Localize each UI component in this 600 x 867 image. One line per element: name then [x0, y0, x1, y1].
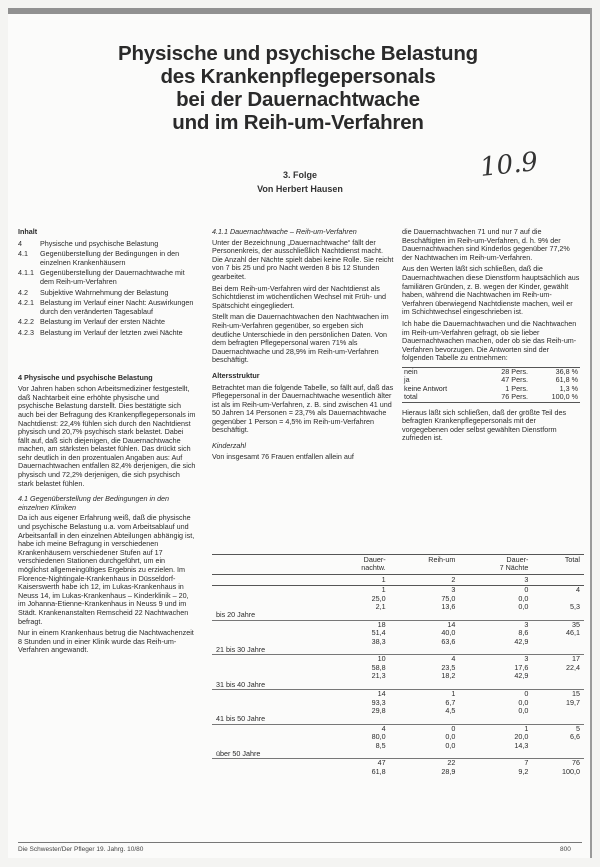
toc-item: [18, 318, 196, 327]
toc-text: Gegenüberstellung der Dauernachtwache mit dem Reih-um-Verfahren: [40, 268, 185, 286]
row-label: [212, 629, 325, 637]
table-cell: 58,8: [371, 662, 386, 672]
table-cell: [532, 672, 584, 680]
column-number: 1: [325, 574, 389, 585]
table-cell: 42,9: [514, 671, 529, 681]
section-4-heading: 4 Physische und psychische Belastung: [18, 372, 153, 382]
row-label: 41 bis 50 Jahre: [216, 714, 266, 724]
table-cell: 0: [459, 690, 532, 699]
table-cell: 75,0: [441, 593, 456, 603]
column-header: [212, 555, 325, 575]
table-row: [212, 586, 584, 595]
table-cell: 5: [532, 724, 584, 733]
table-cell: 1: [459, 724, 532, 733]
title-line: Physische und psychische Belastung: [117, 42, 479, 65]
series-label: 3. Folge: [282, 170, 317, 180]
table-cell: 0,0: [445, 740, 456, 750]
toc-number: 4.2: [18, 287, 28, 297]
table-cell: 93,3: [371, 697, 386, 707]
table-cell: [459, 611, 532, 620]
toc-text: Belastung im Verlauf der letzten zwei Nächte: [40, 327, 183, 337]
table-cell: 14: [390, 620, 460, 629]
paragraph: Bei dem Reih-um-Verfahren wird der Nachtdienst als Schichtdienst im wöchentlichen Wechsel mit Früh- und Spätschicht eingegliedert.: [212, 283, 387, 310]
table-row: [402, 367, 580, 376]
table-cell: 18: [325, 620, 389, 629]
toc-number: 4: [18, 238, 22, 248]
toc-item: [18, 299, 196, 316]
paragraph: Hieraus läßt sich schließen, daß der größte Teil des befragten Krankenpflegepersonals mit der vorgegebenen oder selbst gewählten Dienstform zufrieden ist.: [402, 407, 567, 443]
section-4-1-heading: 4.1 Gegenüberstellung der Bedingungen in den einzelnen Kliniken: [18, 494, 170, 512]
altersstruktur-heading: Altersstruktur: [212, 370, 260, 380]
toc-number: 4.1: [18, 249, 28, 259]
row-label: [212, 759, 325, 768]
table-cell: [390, 611, 460, 620]
table-cell: keine Antwort: [404, 383, 448, 393]
table-cell: 28 Pers.: [501, 366, 529, 376]
table-cell: 46,1: [566, 628, 580, 638]
column-header: Dauer- nachtw.: [325, 555, 389, 575]
table-cell: 0,0: [518, 602, 529, 612]
title-line: des Krankenpflegepersonals: [160, 65, 436, 88]
column-3: [402, 228, 582, 446]
row-label: [212, 655, 325, 664]
table-cell: 8,5: [375, 740, 386, 750]
table-cell: [390, 715, 460, 724]
table-cell: 5,3: [570, 602, 580, 612]
row-label: [212, 690, 325, 699]
table-row: [212, 768, 584, 776]
toc-number: 4.2.1: [18, 298, 34, 308]
column-header: Dauer- 7 Nächte: [459, 555, 532, 575]
table-cell: [390, 681, 460, 690]
row-label: 21 bis 30 Jahre: [216, 645, 266, 655]
table-cell: 0,0: [518, 697, 529, 707]
table-cell: 4,5: [445, 705, 456, 715]
row-label: über 50 Jahre: [216, 748, 261, 758]
table-cell: 10: [325, 655, 389, 664]
table-cell: [459, 681, 532, 690]
row-label: [212, 664, 325, 672]
table-cell: 80,0: [371, 732, 386, 742]
row-label: [212, 733, 325, 741]
row-label: [212, 724, 325, 733]
age-distribution-table: [212, 554, 584, 776]
table-cell: [390, 646, 460, 655]
paragraph: die Dauernachtwachen 71 und nur 7 auf die Beschäftigten im Reih-um-Verfahren, d. h. 9% der Dauernachtwachen sind Kinderlos gegenüber 77,2% der Nachtwachen im Reih-um-Verfahren.: [402, 227, 570, 262]
table-cell: 6,7: [445, 697, 456, 707]
row-label: [212, 768, 325, 776]
table-cell: 7: [459, 759, 532, 768]
table-header-row: [212, 555, 584, 575]
table-cell: 100,0: [562, 766, 580, 776]
toc-text: Gegenüberstellung der Bedingungen in den einzelnen Krankenhäusern: [40, 249, 180, 267]
handwritten-note: 10.9: [478, 147, 540, 183]
column-number: 2: [390, 574, 460, 585]
footer-rule: [18, 842, 582, 843]
row-label: [212, 586, 325, 595]
table-cell: 14: [325, 690, 389, 699]
table-cell: 61,8 %: [555, 375, 578, 385]
table-cell: 22: [390, 759, 460, 768]
table-cell: [459, 715, 532, 724]
table-cell: [532, 638, 584, 646]
toc-item: [18, 289, 196, 298]
table-cell: 17: [532, 655, 584, 664]
column-header: Total: [532, 555, 584, 575]
table-cell: 40,0: [441, 628, 456, 638]
toc-item: [18, 269, 196, 286]
toc-text: Physische und psychische Belastung: [40, 238, 159, 248]
toc-list: [18, 240, 196, 338]
paragraph: Unter der Bezeichnung „Dauernachtwache“ fällt der Personenkreis, der ausschließlich Nachtdienst macht. Die Anzahl der Nächte spielt dabei keine Rolle. Sie reicht von 7 bis 25 und pro Nacht werden 8 bis 12 Stunden gearbeitet.: [212, 237, 394, 281]
toc-number: 4.2.2: [18, 317, 34, 327]
paragraph: Betrachtet man die folgende Tabelle, so fällt auf, daß das Pflegepersonal in der Dauernachtwache wesentlich älter ist als im Reih-um-Verfahren, z. B. sind zwischen 41 und 50 Jahren 14 Personen = 23,7% als Dauernachtwache gegenüber 1 Person = 4,5% im Reih-um-Verfahren beschäftigt.: [212, 382, 394, 435]
section-4-text: Vor Jahren haben schon Arbeitsmediziner festgestellt, daß Nachtarbeit eine erhöhte physische und psychische Belastung darstellt. Dies bestätigte sich auch bei der Befragung des Krankenpflegepersonals im Nachtdienst: 22,4% fühlen sich durch den Nachtdienst physisch und 20,7% psychisch stark belastet. Dabei fällt auf, daß sich diejenigen, die Dauernachtwache machen, am stärksten belastet fühlen. Das drückt sich sehr deutlich in den prozentualen Angaben aus: Auf Dauernachtwachen entfallen 82,4% derjenigen, die sich physisch und 72,2% derjenigen, die sich psychisch stark belastet fühlen.: [18, 384, 196, 488]
table-cell: 61,8: [371, 766, 386, 776]
table-cell: 0: [390, 724, 460, 733]
table-row: [212, 681, 584, 690]
table-cell: 0,0: [518, 593, 529, 603]
paragraph: Aus den Werten läßt sich schließen, daß die Dauernachtwachen diese Dienstform hauptsächlich aus familiären Gründen, z. B. wegen der Kinder, gewählt haben, während die Nachtwachen im Reih-um-Verfahren überwiegend Nachtdienste machen, weil er im Schichtwechsel eingeschrieben ist.: [402, 264, 580, 317]
table-cell: 8,6: [518, 628, 529, 638]
table-cell: 29,8: [371, 705, 386, 715]
table-cell: 2,1: [375, 602, 386, 612]
table-cell: 0,0: [445, 732, 456, 742]
title-line: und im Reih-um-Verfahren: [172, 111, 424, 134]
table-row: [402, 393, 580, 402]
table-cell: [532, 611, 584, 620]
table-row: [212, 750, 584, 759]
table-row: [212, 629, 584, 637]
table-cell: 38,3: [371, 636, 386, 646]
table-cell: 22,4: [566, 662, 580, 672]
table-cell: 36,8 %: [555, 366, 578, 376]
table-row: [212, 595, 584, 603]
table-row: [212, 638, 584, 646]
row-label: [212, 595, 325, 603]
footer-journal: Die Schwester/Der Pfleger 19. Jahrg. 10/80: [18, 846, 144, 853]
row-label: 31 bis 40 Jahre: [216, 679, 266, 689]
section-4-1-text-2: Nur in einem Krankenhaus betrug die Nachtwachenzeit 8 Stunden und in einer Klinik wurde das Reih-um-Verfahren angewandt.: [18, 628, 194, 655]
table-cell: 28,9: [441, 766, 456, 776]
table-cell: 4: [325, 724, 389, 733]
table-cell: 14,3: [514, 740, 529, 750]
row-label: [212, 699, 325, 707]
table-cell: 1: [381, 585, 386, 595]
table-cell: 3: [451, 585, 456, 595]
table-cell: total: [404, 392, 418, 402]
table-cell: 21,3: [371, 671, 386, 681]
toc-item: [18, 240, 196, 249]
table-cell: [532, 715, 584, 724]
kinderzahl-heading: Kinderzahl: [212, 441, 246, 451]
table-row: [212, 707, 584, 715]
table-cell: 13,6: [441, 602, 456, 612]
table-cell: 25,0: [371, 593, 386, 603]
row-label: [212, 620, 325, 629]
article-title: [68, 42, 528, 162]
section-4-1-1-heading: 4.1.1 Dauernachtwache – Reih-um-Verfahren: [212, 227, 357, 236]
table-cell: [325, 611, 389, 620]
table-row: [212, 715, 584, 724]
table-cell: 23,5: [441, 662, 456, 672]
table-cell: [459, 750, 532, 759]
table-row: [212, 620, 584, 629]
table-row: [212, 724, 584, 733]
table-cell: [459, 646, 532, 655]
table-row: [212, 759, 584, 768]
column-1: [18, 228, 196, 658]
column-number: [532, 574, 584, 585]
table-row: [212, 690, 584, 699]
toc-text: Subjektive Wahrnehmung der Belastung: [40, 287, 169, 297]
table-cell: [325, 715, 389, 724]
toc-number: 4.2.3: [18, 327, 34, 337]
table-cell: 9,2: [518, 766, 529, 776]
author-byline: Von Herbert Hausen: [257, 184, 343, 194]
table-row: [212, 603, 584, 611]
toc-item: [18, 250, 196, 267]
page-number: 800: [560, 846, 571, 853]
table-row: [212, 611, 584, 620]
table-cell: 47: [325, 759, 389, 768]
table-cell: [532, 742, 584, 750]
table-cell: 17,6: [514, 662, 529, 672]
table-cell: ja: [404, 375, 410, 385]
table-cell: 18,2: [441, 671, 456, 681]
table-cell: [532, 707, 584, 715]
table-cell: 51,4: [371, 628, 386, 638]
toc-text: Belastung im Verlauf der ersten Nächte: [40, 317, 166, 327]
preference-table: [402, 367, 580, 403]
toc-number: 4.1.1: [18, 268, 34, 278]
table-cell: 1,3 %: [559, 383, 578, 393]
paragraph: Ich habe die Dauernachtwachen und die Nachtwachen im Reih-um-Verfahren gefragt, ob sie lieber Dauernachtwachen machen, oder ob sie das Reih-um-Verfahren bevorzugen. Die Antworten sind der folgenden Tabelle zu entnehmen:: [402, 318, 577, 363]
table-cell: 1 Pers.: [505, 383, 529, 393]
table-cell: nein: [404, 366, 418, 376]
column-number: 3: [459, 574, 532, 585]
table-cell: 3: [459, 620, 532, 629]
table-cell: 19,7: [566, 697, 580, 707]
table-cell: 3: [459, 655, 532, 664]
table-cell: 0,0: [518, 705, 529, 715]
table-cell: 15: [532, 690, 584, 699]
table-row: [212, 672, 584, 680]
title-line: bei der Dauernachtwache: [176, 88, 420, 111]
table-cell: 20,0: [514, 732, 529, 742]
toc-text: Belastung im Verlauf einer Nacht: Auswirkungen durch den veränderten Tagesablauf: [40, 298, 194, 316]
top-edge-shadow: [8, 8, 590, 14]
column-2: [212, 228, 394, 464]
table-row: [212, 655, 584, 664]
table-cell: 100,0 %: [551, 392, 578, 402]
table-cell: 76: [532, 759, 584, 768]
column-header: Reih-um: [390, 555, 460, 575]
paragraph: Von insgesamt 76 Frauen entfallen allein auf: [212, 451, 354, 461]
table-row: [212, 742, 584, 750]
section-4-1-text: Da ich aus eigener Erfahrung weiß, daß die physische und psychische Belastung u.a. vom Arbeitsablauf und Arbeitsanfall in den einzelnen Abteilungen abhängig ist, habe ich meine Befragung in verschiedenen Krankenhäusern verschiedener Stufen auf 17 verschiedenen Stationen durchgeführt, um ein möglichst allgemeingültiges Ergebnis zu erzielen. Im Florence-Nightingale-Krankenhaus in Düsseldorf-Kaiserswerth habe ich 12, im Lukas-Krankenhaus in Neuss 14, im Lukas-Krankenhaus – Kinderklinik – 20, im Johanna-Etienne-Krankenhaus in Neuss 9 und im Städt. Krankenanstalten Remscheid 22 Nachtwachen befragt.: [18, 513, 195, 626]
table-row: [212, 664, 584, 672]
column-number: [212, 574, 325, 585]
row-label: bis 20 Jahre: [216, 610, 256, 620]
table-cell: 6,6: [570, 732, 580, 742]
table-row: [212, 733, 584, 741]
table-cell: 1: [390, 690, 460, 699]
table-cell: 47 Pers.: [501, 375, 529, 385]
table-cell: 4: [576, 585, 580, 595]
table-subheader-row: [212, 574, 584, 585]
paragraph: Stellt man die Dauernachtwachen den Nachtwachen im Reih-um-Verfahren gegenüber, so ergeben sich deutliche Unterschiede in den persönlichen Daten. Von dem befragten Pflegepersonal waren 71% als Dauernachtwache und 28,9% im Reih-um-Verfahren beschäftigt.: [212, 312, 389, 365]
table-cell: 42,9: [514, 636, 529, 646]
table-cell: 0: [524, 585, 529, 595]
table-row: [212, 646, 584, 655]
toc-heading: Inhalt: [18, 227, 38, 236]
table-cell: 35: [532, 620, 584, 629]
table-row: [212, 699, 584, 707]
toc-item: [18, 329, 196, 338]
table-cell: 63,6: [441, 636, 456, 646]
table-cell: 4: [390, 655, 460, 664]
table-cell: 76 Pers.: [501, 392, 529, 402]
